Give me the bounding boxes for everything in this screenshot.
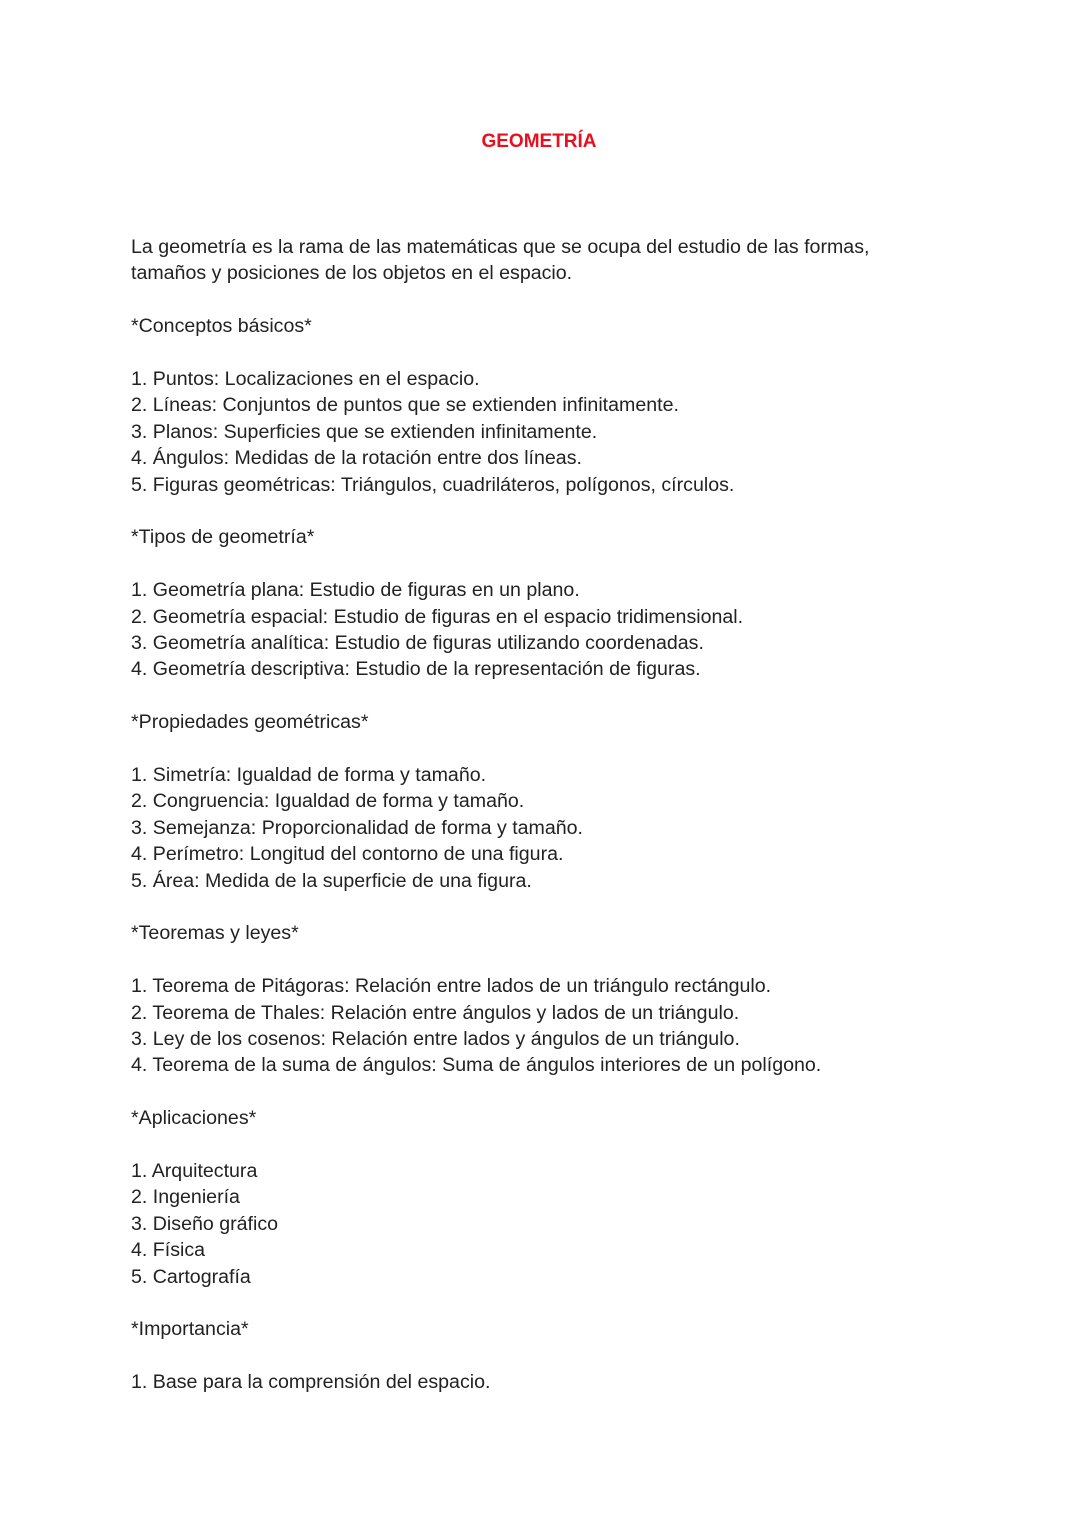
list-item: 1. Geometría plana: Estudio de figuras en un plano. [131, 579, 580, 602]
intro-line: tamaños y posiciones de los objetos en el espacio. [131, 262, 573, 285]
list-item: 3. Planos: Superficies que se extienden infinitamente. [131, 420, 598, 443]
list-item: 2. Ingeniería [131, 1186, 240, 1209]
list-item: 1. Arquitectura [131, 1160, 258, 1183]
list-item: 4. Ángulos: Medidas de la rotación entre dos líneas. [131, 447, 582, 470]
list-item: 4. Perímetro: Longitud del contorno de una figura. [131, 843, 564, 866]
list-item: 4. Geometría descriptiva: Estudio de la representación de figuras. [131, 658, 701, 681]
list-item: 5. Cartografía [131, 1265, 251, 1288]
list-item: 1. Base para la comprensión del espacio. [131, 1371, 491, 1394]
section-list [131, 973, 991, 1079]
section-list [131, 366, 991, 498]
section-heading: *Propiedades geométricas* [131, 711, 369, 734]
list-item: 2. Geometría espacial: Estudio de figuras en el espacio tridimensional. [131, 605, 744, 628]
section-list [131, 762, 991, 894]
document-title: GEOMETRÍA [481, 131, 597, 152]
section-list [131, 1158, 991, 1290]
intro-line: La geometría es la rama de las matemáticas que se ocupa del estudio de las formas, [131, 236, 870, 258]
section-heading: *Conceptos básicos* [131, 315, 312, 338]
section-heading: *Tipos de geometría* [131, 526, 315, 549]
list-item: 1. Teorema de Pitágoras: Relación entre lados de un triángulo rectángulo. [131, 975, 772, 998]
list-item: 5. Figuras geométricas: Triángulos, cuadriláteros, polígonos, círculos. [131, 473, 735, 496]
list-item: 2. Congruencia: Igualdad de forma y tamaño. [131, 790, 525, 813]
section-heading: *Aplicaciones* [131, 1107, 257, 1130]
list-item: 3. Ley de los cosenos: Relación entre lados y ángulos de un triángulo. [131, 1028, 740, 1051]
list-item: 3. Geometría analítica: Estudio de figuras utilizando coordenadas. [131, 632, 704, 655]
intro-paragraph [131, 234, 991, 287]
section-list [131, 577, 991, 683]
list-item: 3. Diseño gráfico [131, 1212, 279, 1235]
list-item: 4. Física [131, 1239, 206, 1262]
list-item: 2. Líneas: Conjuntos de puntos que se extienden infinitamente. [131, 394, 679, 417]
list-item: 4. Teorema de la suma de ángulos: Suma de ángulos interiores de un polígono. [131, 1054, 822, 1077]
section-heading: *Teoremas y leyes* [131, 922, 299, 945]
list-item: 1. Puntos: Localizaciones en el espacio. [131, 368, 480, 390]
list-item: 5. Área: Medida de la superficie de una figura. [131, 869, 532, 892]
list-item: 1. Simetría: Igualdad de forma y tamaño. [131, 764, 487, 787]
section-heading: *Importancia* [131, 1318, 249, 1341]
document-body [131, 234, 991, 1422]
list-item: 2. Teorema de Thales: Relación entre ángulos y lados de un triángulo. [131, 1001, 740, 1024]
section-list [131, 1369, 991, 1395]
list-item: 3. Semejanza: Proporcionalidad de forma y tamaño. [131, 816, 583, 839]
